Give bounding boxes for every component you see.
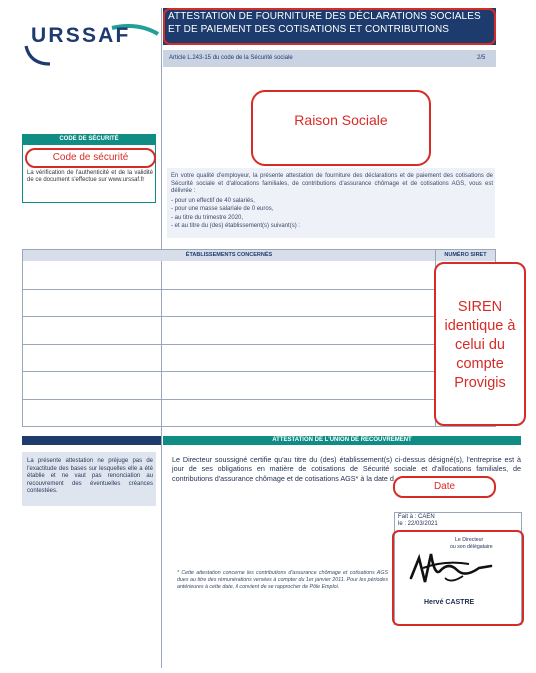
siren-note: SIREN identique à celui du compte Provigis <box>444 299 516 391</box>
column-header-siret: NUMÉRO SIRET <box>444 252 487 258</box>
footnote: * Cette attestation concerne les contributions d'assurance chômage et cotisations AGS dues au titre des rémunérations versées à compter du 1er janvier 2011. Pour les périodes antérieures à cette date, il convient de se rapprocher de Pôle Emploi. <box>177 570 388 590</box>
disclaimer-text: La présente attestation ne préjuge pas de l'exactitude des bases sur lesquelles elle a été établie et ne vaut pas renonciation au recouvrement des éventuelles créances contestées. <box>27 458 153 494</box>
attestation-body: Le Directeur soussigné certifie qu'au titre du (des) établissement(s) ci-dessus désigné(s), l'entreprise est à jour de ses obligations en matière de cotisations de Sécurité sociale et d'allocations familiales, de contributions d'assurance chômage et de cotisations AGS* à la date d <box>172 455 521 483</box>
attestation-heading: ATTESTATION DE L'UNION DE RECOUVREMENT <box>163 436 521 445</box>
document-title: ATTESTATION DE FOURNITURE DES DÉCLARATIONS SOCIALES ET DE PAIEMENT DES COTISATIONS ET CONTRIBUTIONS <box>168 11 481 35</box>
handwritten-signature <box>405 548 495 590</box>
raison-sociale-box <box>251 90 431 166</box>
signature-place: Fait à : CAEN <box>398 514 435 520</box>
intro-lead: En votre qualité d'employeur, la présente attestation de fourniture des déclarations et de paiement des cotisations de Sécurité sociale et d'allocations familiales, de contributions d'assurance chômage et de cotisations AGS, vous est délivrée : <box>171 173 493 194</box>
signature-role-delegate: ou son délégataire <box>450 544 493 550</box>
table-row-line <box>23 316 435 317</box>
security-code-info: La vérification de l'authenticité et de la validité de ce document s'effectue sur www.urssaf.fr <box>27 170 153 184</box>
intro-item: - et au titre du (des) établissement(s) suivant(s) : <box>171 223 301 229</box>
article-reference: Article L.243-15 du code de la Sécurité sociale <box>169 55 293 61</box>
date-placeholder: Date <box>433 481 456 492</box>
intro-item: - pour un effectif de 40 salariés, <box>171 197 255 204</box>
column-header-establishments: ÉTABLISSEMENTS CONCERNÉS <box>185 252 273 258</box>
table-row-line <box>23 399 435 400</box>
urssaf-logo: URSSAF <box>31 24 131 47</box>
table-row-line <box>23 344 435 345</box>
intro-item: - pour une masse salariale de 0 euros, <box>171 206 274 212</box>
table-row-line <box>23 289 435 290</box>
attestation-left-band <box>22 436 161 445</box>
establishments-table <box>22 249 496 427</box>
raison-sociale-label: Raison Sociale <box>294 112 388 128</box>
security-code-heading: CODE DE SÉCURITÉ <box>22 134 156 145</box>
signature-role: Le Directeur <box>455 537 484 543</box>
signature-date: le : 22/03/2021 <box>398 521 438 527</box>
intro-item: - au titre du trimestre 2020, <box>171 214 244 221</box>
table-row-line <box>23 371 435 372</box>
signer-name: Hervé CASTRE <box>424 599 475 606</box>
intro-text <box>171 173 493 231</box>
page-number: 2/5 <box>477 55 486 61</box>
security-code-value: Code de sécurité <box>52 152 129 163</box>
